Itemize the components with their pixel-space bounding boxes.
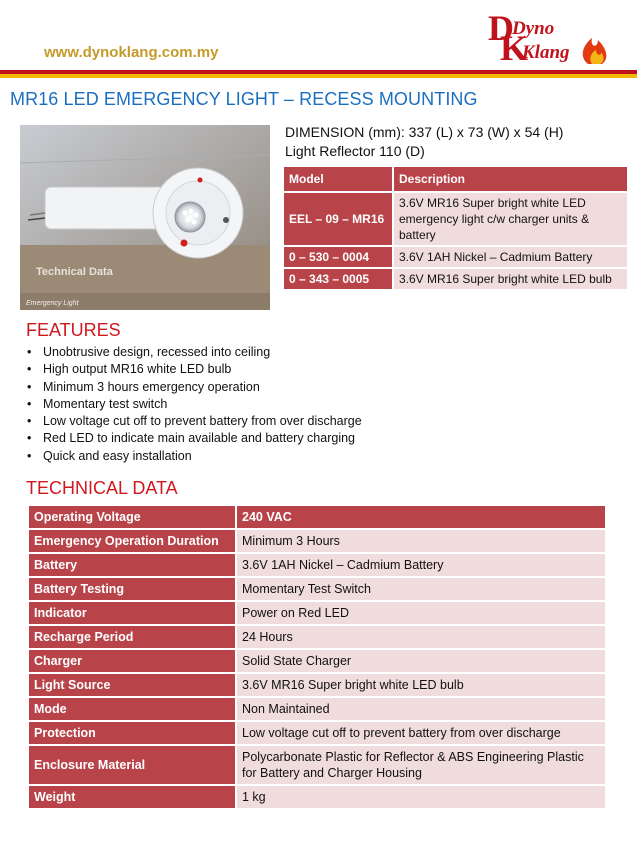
table-row xyxy=(28,529,606,553)
model-code: 0 – 530 – 0004 xyxy=(283,246,393,268)
model-header: Model xyxy=(283,166,393,192)
spec-value: Polycarbonate Plastic for Reflector & ABS Engineering Plastic for Battery and Charger Housing xyxy=(236,745,606,785)
list-item: • High output MR16 white LED bulb xyxy=(26,361,362,378)
logo-text-dyno: Dyno xyxy=(512,18,555,39)
dimension-block xyxy=(285,123,563,161)
spec-label: Emergency Operation Duration xyxy=(28,529,236,553)
table-row xyxy=(283,246,628,268)
spec-label: Battery Testing xyxy=(28,577,236,601)
spec-label: Light Source xyxy=(28,673,236,697)
spec-value: Momentary Test Switch xyxy=(236,577,606,601)
spec-value: 24 Hours xyxy=(236,625,606,649)
list-item: • Red LED to indicate main available and battery charging xyxy=(26,430,362,447)
technical-table xyxy=(27,504,607,810)
dyno-klang-logo xyxy=(488,10,618,68)
spec-value: Power on Red LED xyxy=(236,601,606,625)
table-row xyxy=(28,625,606,649)
table-row xyxy=(28,673,606,697)
table-row xyxy=(28,601,606,625)
spec-label: Enclosure Material xyxy=(28,745,236,785)
table-row xyxy=(28,721,606,745)
spec-label: Protection xyxy=(28,721,236,745)
table-row xyxy=(283,192,628,246)
model-table xyxy=(282,165,629,291)
svg-text:D: D xyxy=(488,10,514,48)
photo-label: Emergency Light xyxy=(26,300,79,307)
spec-label: Recharge Period xyxy=(28,625,236,649)
reflector-line: Light Reflector 110 (D) xyxy=(285,143,425,159)
spec-value: 3.6V 1AH Nickel – Cadmium Battery xyxy=(236,553,606,577)
table-row xyxy=(28,553,606,577)
model-table-header xyxy=(283,166,628,192)
spec-label: Mode xyxy=(28,697,236,721)
spec-label: Indicator xyxy=(28,601,236,625)
dimension-line: DIMENSION (mm): 337 (L) x 73 (W) x 54 (H) xyxy=(285,124,564,140)
logo-text-klang: Klang xyxy=(522,42,570,63)
spec-value: Low voltage cut off to prevent battery from over discharge xyxy=(236,721,606,745)
list-item: • Quick and easy installation xyxy=(26,448,362,465)
photo-caption: Technical Data xyxy=(36,266,113,278)
model-description: 3.6V MR16 Super bright white LED bulb xyxy=(393,268,628,290)
product-title: MR16 LED EMERGENCY LIGHT – RECESS MOUNTING xyxy=(10,89,478,109)
spec-label: Charger xyxy=(28,649,236,673)
model-code: EEL – 09 – MR16 xyxy=(283,192,393,246)
list-item: • Minimum 3 hours emergency operation xyxy=(26,379,362,396)
spec-value: 1 kg xyxy=(236,785,606,809)
table-row xyxy=(28,649,606,673)
spec-value: 3.6V MR16 Super bright white LED bulb xyxy=(236,673,606,697)
product-photo xyxy=(20,125,270,310)
table-row xyxy=(28,697,606,721)
spec-value: Minimum 3 Hours xyxy=(236,529,606,553)
spec-label: Weight xyxy=(28,785,236,809)
description-header: Description xyxy=(393,166,628,192)
table-row xyxy=(28,785,606,809)
spec-value: 240 VAC xyxy=(236,505,606,529)
list-item: • Momentary test switch xyxy=(26,396,362,413)
spec-label: Operating Voltage xyxy=(28,505,236,529)
table-row xyxy=(28,505,606,529)
technical-heading: TECHNICAL DATA xyxy=(26,478,178,498)
list-item: • Low voltage cut off to prevent battery from over discharge xyxy=(26,413,362,430)
website-url[interactable]: www.dynoklang.com.my xyxy=(44,44,219,61)
list-item: • Unobtrusive design, recessed into ceiling xyxy=(26,344,362,361)
table-row xyxy=(283,268,628,290)
model-code: 0 – 343 – 0005 xyxy=(283,268,393,290)
svg-text:K: K xyxy=(500,28,529,68)
header-yellow-bar xyxy=(0,74,637,78)
model-description: 3.6V MR16 Super bright white LED emergency light c/w charger units & battery xyxy=(393,192,628,246)
features-list xyxy=(26,344,362,465)
table-row xyxy=(28,745,606,785)
features-heading: FEATURES xyxy=(26,320,121,340)
table-row xyxy=(28,577,606,601)
spec-label: Battery xyxy=(28,553,236,577)
spec-value: Solid State Charger xyxy=(236,649,606,673)
model-description: 3.6V 1AH Nickel – Cadmium Battery xyxy=(393,246,628,268)
spec-value: Non Maintained xyxy=(236,697,606,721)
